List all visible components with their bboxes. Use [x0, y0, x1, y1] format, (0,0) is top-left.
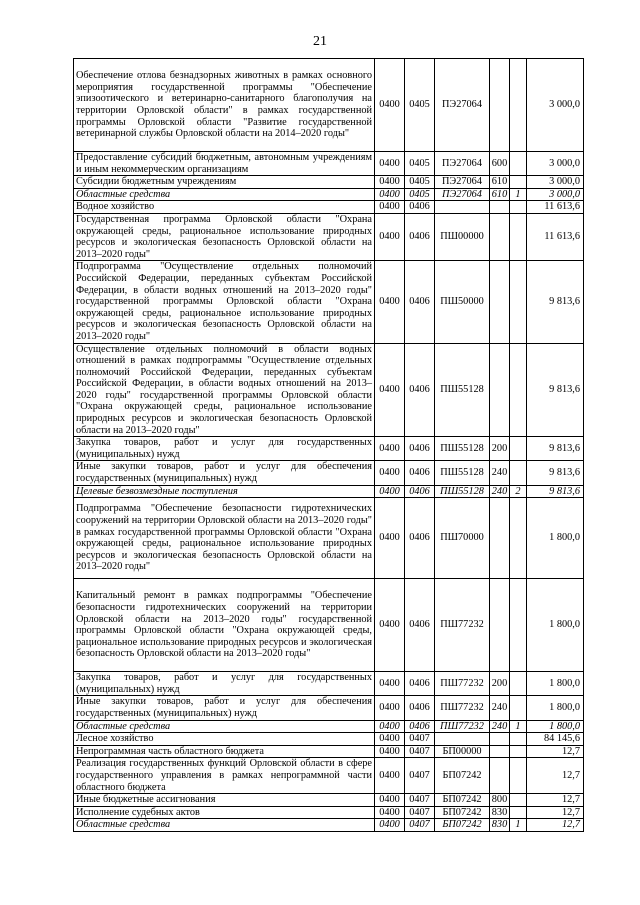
cell-subsection: 0406	[405, 672, 435, 696]
cell-source	[510, 152, 527, 176]
cell-source	[510, 498, 527, 579]
cell-source	[510, 261, 527, 343]
cell-target-article: ПШ55128	[435, 437, 490, 461]
cell-source: 1	[510, 819, 527, 832]
cell-section: 0400	[375, 59, 405, 152]
cell-section: 0400	[375, 696, 405, 720]
cell-name: Закупка товаров, работ и услуг для государственных (муниципальных) нужд	[74, 672, 375, 696]
table-body	[74, 59, 584, 832]
cell-name: Закупка товаров, работ и услуг для государственных (муниципальных) нужд	[74, 437, 375, 461]
cell-target-article: ПШ00000	[435, 213, 490, 260]
cell-subsection: 0406	[405, 437, 435, 461]
cell-section: 0400	[375, 745, 405, 758]
cell-amount: 1 800,0	[527, 720, 584, 733]
cell-section: 0400	[375, 176, 405, 189]
cell-subsection: 0406	[405, 261, 435, 343]
budget-table	[73, 58, 584, 832]
cell-section: 0400	[375, 201, 405, 214]
table-row	[74, 343, 584, 437]
cell-subsection: 0407	[405, 745, 435, 758]
cell-name: Государственная программа Орловской области "Охрана окружающей среды, рациональное использование природных ресурсов и экологическая безопасность Орловской области на 2013–2020 годы"	[74, 213, 375, 260]
table-row	[74, 806, 584, 819]
cell-name: Лесное хозяйство	[74, 733, 375, 746]
cell-target-article	[435, 733, 490, 746]
cell-target-article: БП07242	[435, 806, 490, 819]
cell-amount: 3 000,0	[527, 188, 584, 201]
cell-subsection: 0406	[405, 498, 435, 579]
cell-target-article: ПЭ27064	[435, 59, 490, 152]
cell-name: Обеспечение отлова безнадзорных животных в рамках основного мероприятия государственной программы "Обеспечение эпизоотического и ветеринарно-санитарного благополучия на территории Орловской области" в рамках государственной программы Орловской области "Развитие государственной ветеринарной службы Орловской области на 2014–2020 годы"	[74, 59, 375, 152]
cell-subsection: 0406	[405, 461, 435, 485]
cell-expense-type	[490, 261, 510, 343]
cell-subsection: 0407	[405, 806, 435, 819]
cell-section: 0400	[375, 343, 405, 437]
cell-amount: 9 813,6	[527, 261, 584, 343]
cell-source	[510, 343, 527, 437]
table-row	[74, 59, 584, 152]
cell-amount: 84 145,6	[527, 733, 584, 746]
cell-name: Осуществление отдельных полномочий в области водных отношений в рамках подпрограммы "Осуществление отдельных полномочий Российской Федерации, переданных субъектам Российской Федерации, в области водных отношений на 2013–2020 годы" государственной программы Орловской области "Охрана окружающей среды, рациональное использование природных ресурсов и экологическая безопасность Орловской области на 2013–2020 годы"	[74, 343, 375, 437]
cell-source	[510, 201, 527, 214]
table-row	[74, 794, 584, 807]
cell-target-article: БП07242	[435, 794, 490, 807]
cell-name: Реализация государственных функций Орловской области в сфере государственного управления в рамках непрограммной части областного бюджета	[74, 758, 375, 794]
cell-target-article: ПШ77232	[435, 696, 490, 720]
cell-source	[510, 579, 527, 672]
cell-target-article: ПШ50000	[435, 261, 490, 343]
cell-amount: 1 800,0	[527, 696, 584, 720]
cell-amount: 12,7	[527, 745, 584, 758]
table-row	[74, 579, 584, 672]
cell-target-article: ПШ77232	[435, 579, 490, 672]
cell-amount: 1 800,0	[527, 672, 584, 696]
cell-source	[510, 437, 527, 461]
cell-expense-type	[490, 733, 510, 746]
table-row	[74, 213, 584, 260]
table-row	[74, 188, 584, 201]
cell-target-article: БП00000	[435, 745, 490, 758]
table-row	[74, 437, 584, 461]
page-number: 21	[313, 34, 327, 49]
cell-section: 0400	[375, 498, 405, 579]
cell-expense-type: 240	[490, 696, 510, 720]
cell-subsection: 0405	[405, 188, 435, 201]
cell-expense-type	[490, 758, 510, 794]
cell-name: Предоставление субсидий бюджетным, автономным учреждениям и иным некоммерческим организациям	[74, 152, 375, 176]
cell-subsection: 0406	[405, 579, 435, 672]
cell-target-article: БП07242	[435, 819, 490, 832]
cell-name: Субсидии бюджетным учреждениям	[74, 176, 375, 189]
cell-subsection: 0407	[405, 758, 435, 794]
cell-name: Подпрограмма "Обеспечение безопасности гидротехнических сооружений на территории Орловской области на 2013–2020 годы" в рамках государственной программы Орловской области "Охрана окружающей среды, рациональное использование природных ресурсов и экологическая безопасность Орловской области на 2013–2020 годы"	[74, 498, 375, 579]
table-row	[74, 733, 584, 746]
cell-target-article	[435, 201, 490, 214]
table-row	[74, 758, 584, 794]
cell-amount: 9 813,6	[527, 485, 584, 498]
cell-source	[510, 733, 527, 746]
cell-source	[510, 758, 527, 794]
cell-section: 0400	[375, 794, 405, 807]
cell-name: Непрограммная часть областного бюджета	[74, 745, 375, 758]
cell-expense-type	[490, 201, 510, 214]
cell-expense-type: 200	[490, 437, 510, 461]
table-row	[74, 745, 584, 758]
cell-amount: 12,7	[527, 794, 584, 807]
cell-section: 0400	[375, 188, 405, 201]
table-row	[74, 152, 584, 176]
cell-source	[510, 745, 527, 758]
table-row	[74, 720, 584, 733]
cell-section: 0400	[375, 672, 405, 696]
table-row	[74, 819, 584, 832]
cell-source	[510, 806, 527, 819]
cell-amount: 12,7	[527, 758, 584, 794]
cell-section: 0400	[375, 213, 405, 260]
cell-name: Исполнение судебных актов	[74, 806, 375, 819]
cell-target-article: ПЭ27064	[435, 176, 490, 189]
cell-target-article: ПШ70000	[435, 498, 490, 579]
cell-name: Областные средства	[74, 720, 375, 733]
cell-source	[510, 176, 527, 189]
cell-expense-type: 600	[490, 152, 510, 176]
cell-subsection: 0406	[405, 213, 435, 260]
cell-subsection: 0407	[405, 819, 435, 832]
cell-subsection: 0405	[405, 176, 435, 189]
cell-source	[510, 794, 527, 807]
cell-name: Целевые безвозмездные поступления	[74, 485, 375, 498]
cell-section: 0400	[375, 720, 405, 733]
table-row	[74, 176, 584, 189]
cell-source: 2	[510, 485, 527, 498]
cell-amount: 9 813,6	[527, 461, 584, 485]
table-row	[74, 461, 584, 485]
cell-source	[510, 672, 527, 696]
cell-subsection: 0406	[405, 720, 435, 733]
cell-subsection: 0406	[405, 696, 435, 720]
cell-target-article: ПШ77232	[435, 672, 490, 696]
cell-expense-type: 610	[490, 188, 510, 201]
cell-subsection: 0407	[405, 794, 435, 807]
cell-amount: 9 813,6	[527, 343, 584, 437]
cell-section: 0400	[375, 485, 405, 498]
cell-amount: 9 813,6	[527, 437, 584, 461]
table-row	[74, 201, 584, 214]
cell-expense-type	[490, 498, 510, 579]
cell-name: Иные закупки товаров, работ и услуг для обеспечения государственных (муниципальных) нужд	[74, 461, 375, 485]
cell-section: 0400	[375, 437, 405, 461]
cell-source	[510, 213, 527, 260]
cell-target-article: ПШ55128	[435, 461, 490, 485]
cell-expense-type: 200	[490, 672, 510, 696]
cell-name: Капитальный ремонт в рамках подпрограммы "Обеспечение безопасности гидротехнических сооружений на территории Орловской области на 2013–2020 годы" государственной программы Орловской области "Охрана окружающей среды, рациональное использование природных ресурсов и экологическая безопасность Орловской области на 2013–2020 годы"	[74, 579, 375, 672]
cell-name: Подпрограмма "Осуществление отдельных полномочий Российской Федерации, переданных субъектам Российской Федерации, в области водных отношений на 2013–2020 годы" государственной программы Орловской области "Охрана окружающей среды, рациональное использование природных ресурсов и экологическая безопасность Орловской области на 2013–2020 годы"	[74, 261, 375, 343]
cell-amount: 3 000,0	[527, 176, 584, 189]
cell-name: Иные бюджетные ассигнования	[74, 794, 375, 807]
cell-expense-type: 830	[490, 806, 510, 819]
cell-subsection: 0405	[405, 59, 435, 152]
cell-amount: 1 800,0	[527, 498, 584, 579]
cell-subsection: 0406	[405, 343, 435, 437]
cell-expense-type	[490, 745, 510, 758]
cell-expense-type	[490, 59, 510, 152]
cell-source	[510, 59, 527, 152]
cell-subsection: 0405	[405, 152, 435, 176]
cell-target-article: БП07242	[435, 758, 490, 794]
cell-source: 1	[510, 720, 527, 733]
cell-expense-type: 240	[490, 485, 510, 498]
cell-target-article: ПШ77232	[435, 720, 490, 733]
table-row	[74, 485, 584, 498]
cell-target-article: ПЭ27064	[435, 152, 490, 176]
cell-section: 0400	[375, 806, 405, 819]
cell-name: Водное хозяйство	[74, 201, 375, 214]
cell-name: Областные средства	[74, 819, 375, 832]
cell-target-article: ПЭ27064	[435, 188, 490, 201]
cell-amount: 11 613,6	[527, 201, 584, 214]
cell-name: Областные средства	[74, 188, 375, 201]
table-row	[74, 696, 584, 720]
cell-expense-type	[490, 343, 510, 437]
cell-target-article: ПШ55128	[435, 343, 490, 437]
cell-section: 0400	[375, 261, 405, 343]
cell-source	[510, 696, 527, 720]
cell-amount: 11 613,6	[527, 213, 584, 260]
cell-amount: 12,7	[527, 819, 584, 832]
cell-target-article: ПШ55128	[435, 485, 490, 498]
cell-subsection: 0406	[405, 485, 435, 498]
table-row	[74, 261, 584, 343]
cell-amount: 12,7	[527, 806, 584, 819]
cell-section: 0400	[375, 461, 405, 485]
table-row	[74, 498, 584, 579]
cell-expense-type: 610	[490, 176, 510, 189]
cell-expense-type: 830	[490, 819, 510, 832]
cell-name: Иные закупки товаров, работ и услуг для обеспечения государственных (муниципальных) нужд	[74, 696, 375, 720]
cell-source: 1	[510, 188, 527, 201]
cell-expense-type: 240	[490, 720, 510, 733]
table-row	[74, 672, 584, 696]
cell-section: 0400	[375, 733, 405, 746]
cell-section: 0400	[375, 819, 405, 832]
cell-expense-type: 240	[490, 461, 510, 485]
cell-expense-type: 800	[490, 794, 510, 807]
cell-source	[510, 461, 527, 485]
cell-section: 0400	[375, 579, 405, 672]
cell-section: 0400	[375, 152, 405, 176]
cell-amount: 3 000,0	[527, 152, 584, 176]
cell-expense-type	[490, 213, 510, 260]
cell-amount: 3 000,0	[527, 59, 584, 152]
cell-section: 0400	[375, 758, 405, 794]
cell-amount: 1 800,0	[527, 579, 584, 672]
cell-subsection: 0407	[405, 733, 435, 746]
cell-subsection: 0406	[405, 201, 435, 214]
cell-expense-type	[490, 579, 510, 672]
